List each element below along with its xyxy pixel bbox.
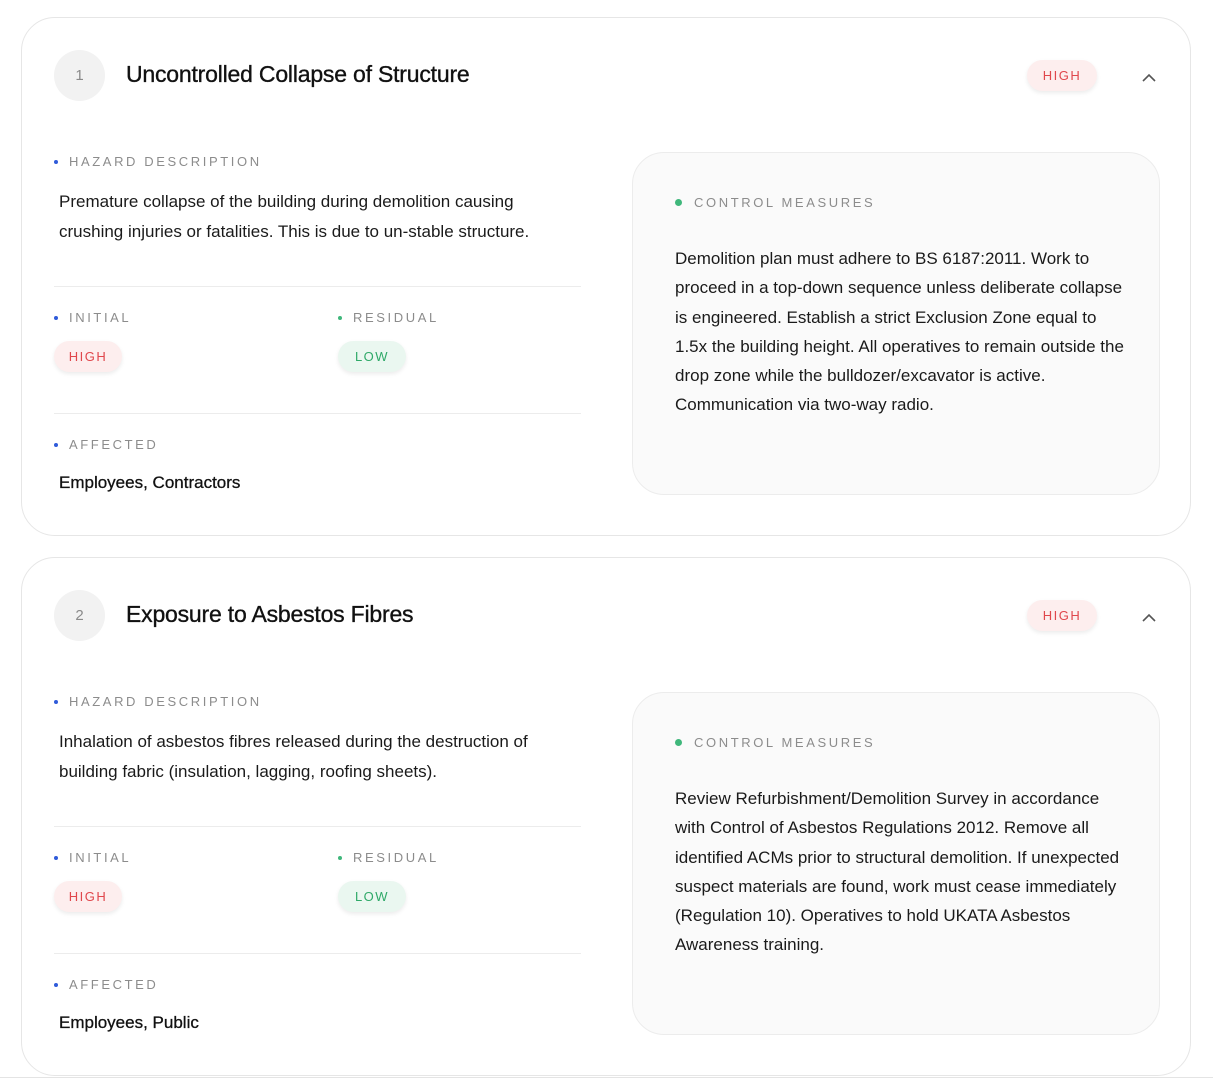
hazard-description-label: HAZARD DESCRIPTION: [54, 154, 262, 169]
divider: [54, 826, 581, 827]
bullet-dot-icon: [675, 739, 682, 746]
bullet-dot-icon: [54, 983, 58, 987]
residual-label: RESIDUAL: [338, 310, 439, 325]
chevron-up-icon[interactable]: [1135, 67, 1163, 87]
control-measures-label: CONTROL MEASURES: [675, 195, 875, 210]
residual-risk-badge: LOW: [338, 881, 406, 912]
divider: [54, 413, 581, 414]
bullet-dot-icon: [54, 700, 58, 704]
bullet-dot-icon: [54, 856, 58, 860]
bullet-dot-icon: [54, 316, 58, 320]
initial-risk-badge: HIGH: [54, 881, 122, 912]
hazard-number-badge: 1: [54, 50, 105, 101]
residual-risk-badge: LOW: [338, 341, 406, 372]
bullet-dot-icon: [54, 443, 58, 447]
affected-value: Employees, Public: [59, 1013, 199, 1032]
divider: [54, 286, 581, 287]
hazard-card: [21, 17, 1191, 536]
affected-label: AFFECTED: [54, 977, 158, 992]
initial-risk-badge: HIGH: [54, 341, 122, 372]
bullet-dot-icon: [338, 856, 342, 860]
bullet-dot-icon: [54, 160, 58, 164]
hazard-card: [21, 557, 1191, 1076]
overall-risk-badge: HIGH: [1027, 60, 1097, 91]
affected-label: AFFECTED: [54, 437, 158, 452]
initial-label: INITIAL: [54, 310, 131, 325]
bullet-dot-icon: [675, 199, 682, 206]
residual-label: RESIDUAL: [338, 850, 439, 865]
affected-value: Employees, Contractors: [59, 473, 241, 492]
chevron-up-icon[interactable]: [1135, 607, 1163, 627]
control-measures-label: CONTROL MEASURES: [675, 735, 875, 750]
bullet-dot-icon: [338, 316, 342, 320]
control-measures-panel: [632, 152, 1160, 495]
divider: [54, 953, 581, 954]
divider: [0, 1077, 1213, 1078]
control-measures-text: Review Refurbishment/Demolition Survey in accordance with Control of Asbestos Regulations 2012. Remove all identified ACMs prior to structural demolition. If unexpected suspect materials are found, work must cease immediately (Regulation 10). Operatives to hold UKATA Asbestos Awareness training.: [675, 789, 1120, 955]
hazard-description-text: Inhalation of asbestos fibres released during the destruction of building fabric (insulation, lagging, roofing sheets).: [59, 732, 528, 781]
hazard-number-badge: 2: [54, 590, 105, 641]
hazard-description-text: Premature collapse of the building during demolition causing crushing injuries or fatalities. This is due to un-stable structure.: [59, 192, 530, 241]
control-measures-panel: [632, 692, 1160, 1035]
control-measures-text: Demolition plan must adhere to BS 6187:2011. Work to proceed in a top-down sequence unless deliberate collapse is engineered. Establish a strict Exclusion Zone equal to 1.5x the building height. All operatives to remain outside the drop zone while the bulldozer/excavator is active. Communication via two-way radio.: [675, 249, 1124, 415]
overall-risk-badge: HIGH: [1027, 600, 1097, 631]
hazard-description-label: HAZARD DESCRIPTION: [54, 694, 262, 709]
initial-label: INITIAL: [54, 850, 131, 865]
hazard-title: Exposure to Asbestos Fibres: [126, 601, 414, 627]
hazard-title: Uncontrolled Collapse of Structure: [126, 61, 470, 87]
